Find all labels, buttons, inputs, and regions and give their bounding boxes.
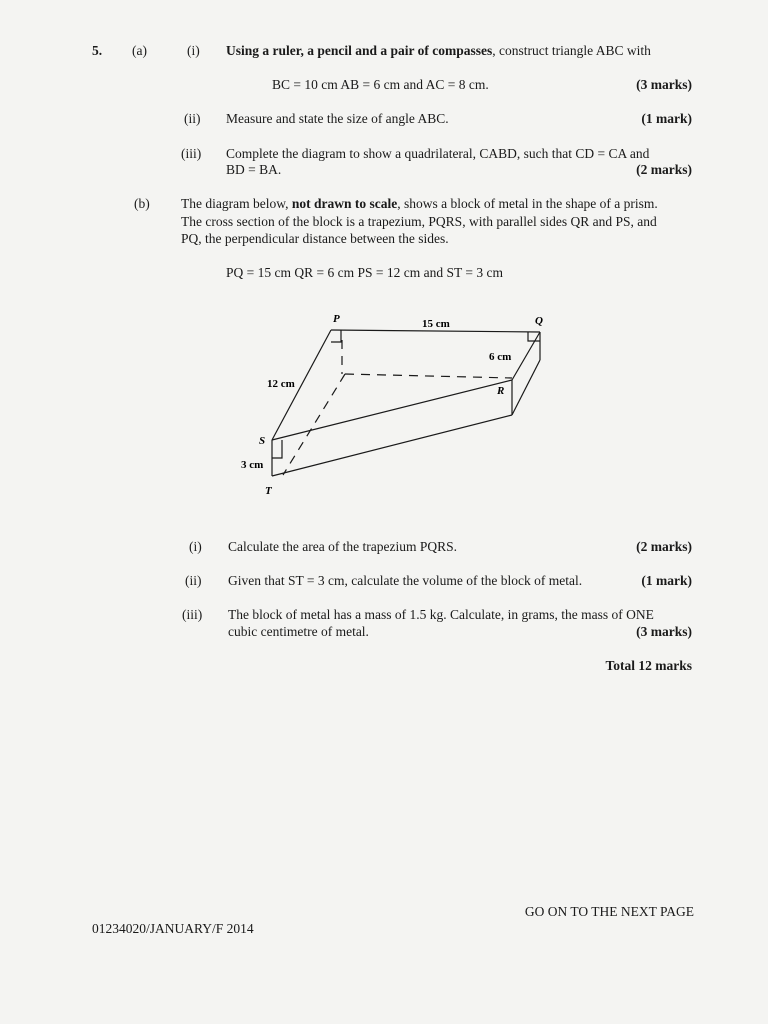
b-ii-marks: (1 mark) (641, 573, 692, 588)
a-i-line1 (226, 43, 651, 59)
part-b-label: (b) (134, 196, 150, 211)
a-i-label: (i) (187, 43, 200, 58)
b-line1 (181, 196, 658, 212)
b-line2: The cross section of the block is a trapezium, PQRS, with parallel sides QR and PS, and (181, 214, 657, 229)
b-ii-text: Given that ST = 3 cm, calculate the volume of the block of metal. (228, 573, 583, 588)
a-iii-line2: BD = BA. (226, 162, 282, 177)
part-a-label: (a) (132, 43, 147, 58)
paper-code: 01234020/JANUARY/F 2014 (92, 921, 254, 936)
b-line3: PQ, the perpendicular distance between the sides. (181, 231, 449, 246)
b-line1-bold: not drawn to scale (291, 196, 398, 211)
a-iii-marks: (2 marks) (636, 162, 692, 177)
label-T: T (265, 485, 272, 497)
b-iii-marks: (3 marks) (636, 624, 692, 639)
a-i-line1-rest: , construct triangle ABC with (492, 43, 651, 58)
a-ii-text: Measure and state the size of angle ABC. (226, 111, 449, 126)
length-QR: 6 cm (489, 351, 512, 363)
length-PQ: 15 cm (422, 318, 450, 330)
a-i-line1-bold: Using a ruler, a pencil and a pair of compasses (226, 43, 493, 58)
length-ST: 3 cm (241, 459, 264, 471)
b-i-marks: (2 marks) (636, 539, 692, 554)
length-PS: 12 cm (267, 378, 295, 390)
label-S: S (259, 435, 266, 447)
next-page-note: GO ON TO THE NEXT PAGE (524, 904, 694, 919)
b-iii-line1: The block of metal has a mass of 1.5 kg. Calculate, in grams, the mass of ONE (228, 607, 654, 622)
b-ii-label: (ii) (185, 573, 202, 588)
question-number: 5. (92, 43, 103, 58)
b-iii-label: (iii) (182, 607, 203, 622)
a-i-line2: BC = 10 cm AB = 6 cm and AC = 8 cm. (272, 77, 489, 92)
a-i-marks: (3 marks) (636, 77, 692, 92)
b-line1-pre: The diagram below, (181, 196, 292, 211)
label-R: R (497, 385, 505, 397)
label-P: P (333, 313, 340, 325)
label-Q: Q (535, 315, 543, 327)
b-given: PQ = 15 cm QR = 6 cm PS = 12 cm and ST = 3 cm (226, 265, 503, 280)
total-marks: Total 12 marks (605, 658, 692, 673)
a-iii-line1: Complete the diagram to show a quadrilateral, CABD, such that CD = CA and (226, 146, 650, 161)
b-i-label: (i) (189, 539, 202, 554)
a-iii-label: (iii) (181, 146, 202, 161)
b-line1-post: , shows a block of metal in the shape of a prism. (397, 196, 658, 211)
b-iii-line2: cubic centimetre of metal. (228, 624, 369, 639)
b-i-text: Calculate the area of the trapezium PQRS. (228, 539, 458, 554)
a-ii-marks: (1 mark) (641, 111, 692, 126)
a-ii-label: (ii) (184, 111, 201, 126)
